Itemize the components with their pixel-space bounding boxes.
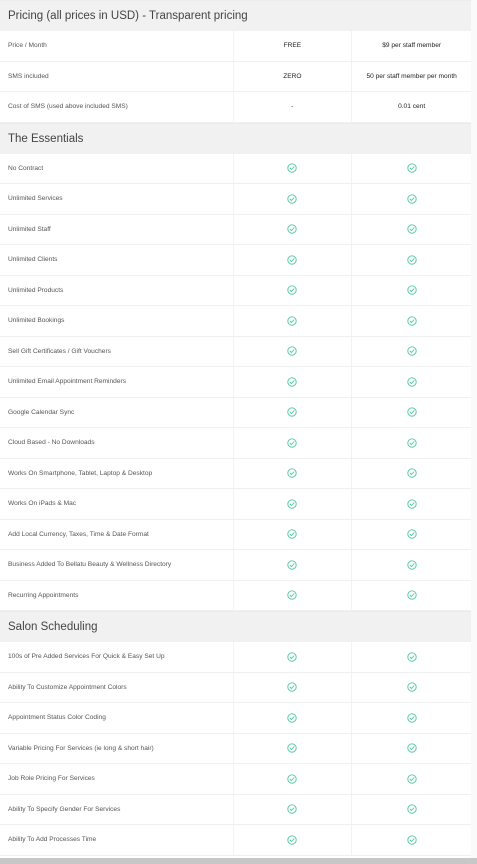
free-plan-value: ZERO — [234, 62, 353, 92]
check-icon — [352, 703, 471, 733]
table-row — [0, 825, 471, 856]
check-icon — [234, 764, 353, 794]
check-icon — [234, 398, 353, 428]
table-row — [0, 489, 471, 520]
scroll-gutter — [471, 0, 477, 858]
check-icon — [352, 154, 471, 184]
feature-label: Variable Pricing For Services (ie long & short hair) — [0, 734, 234, 764]
check-icon — [234, 154, 353, 184]
check-icon — [352, 795, 471, 825]
check-icon — [234, 825, 353, 855]
check-icon — [234, 306, 353, 336]
check-icon — [352, 337, 471, 367]
table-row — [0, 245, 471, 276]
free-plan-value: - — [234, 92, 353, 122]
table-row — [0, 31, 471, 62]
feature-label: Unlimited Email Appointment Reminders — [0, 367, 234, 397]
feature-label: Unlimited Staff — [0, 215, 234, 245]
table-row — [0, 154, 471, 185]
feature-label: Ability To Customize Appointment Colors — [0, 673, 234, 703]
table-row — [0, 337, 471, 368]
table-row — [0, 642, 471, 673]
feature-label: No Contract — [0, 154, 234, 184]
check-icon — [352, 367, 471, 397]
check-icon — [352, 673, 471, 703]
section-header: The Essentials — [0, 123, 471, 154]
feature-label: Unlimited Clients — [0, 245, 234, 275]
table-row — [0, 215, 471, 246]
check-icon — [352, 642, 471, 672]
check-icon — [352, 428, 471, 458]
table-row — [0, 795, 471, 826]
check-icon — [352, 215, 471, 245]
check-icon — [234, 673, 353, 703]
check-icon — [352, 764, 471, 794]
check-icon — [234, 428, 353, 458]
check-icon — [234, 459, 353, 489]
section-header: Pricing (all prices in USD) - Transparent pricing — [0, 0, 471, 31]
check-icon — [234, 795, 353, 825]
paid-plan-value: $9 per staff member — [382, 42, 442, 50]
check-icon — [352, 398, 471, 428]
feature-label: Add Local Currency, Taxes, Time & Date Format — [0, 520, 234, 550]
check-icon — [352, 825, 471, 855]
table-row — [0, 306, 471, 337]
check-icon — [352, 276, 471, 306]
feature-label: Job Role Pricing For Services — [0, 764, 234, 794]
table-row — [0, 734, 471, 765]
feature-label: Google Calendar Sync — [0, 398, 234, 428]
table-row — [0, 764, 471, 795]
feature-label: Business Added To Bellatu Beauty & Wellness Directory — [0, 550, 234, 580]
feature-label: Cost of SMS (used above included SMS) — [0, 92, 234, 122]
feature-label: Works On iPads & Mac — [0, 489, 234, 519]
table-row — [0, 398, 471, 429]
feature-label: SMS included — [0, 62, 234, 92]
table-row — [0, 459, 471, 490]
section-header: Salon Scheduling — [0, 611, 471, 642]
paid-plan-value: 50 per staff member per month — [366, 72, 457, 80]
check-icon — [352, 245, 471, 275]
check-icon — [234, 184, 353, 214]
check-icon — [234, 642, 353, 672]
feature-label: 100s of Pre Added Services For Quick & Easy Set Up — [0, 642, 234, 672]
table-row — [0, 276, 471, 307]
check-icon — [234, 520, 353, 550]
check-icon — [352, 184, 471, 214]
feature-label: Unlimited Bookings — [0, 306, 234, 336]
check-icon — [234, 581, 353, 611]
check-icon — [234, 245, 353, 275]
feature-label: Appointment Status Color Coding — [0, 703, 234, 733]
feature-label: Ability To Specify Gender For Services — [0, 795, 234, 825]
table-row — [0, 520, 471, 551]
check-icon — [352, 734, 471, 764]
check-icon — [234, 215, 353, 245]
check-icon — [352, 459, 471, 489]
feature-label: Ability To Add Processes Time — [0, 825, 234, 855]
table-row — [0, 581, 471, 612]
check-icon — [234, 367, 353, 397]
feature-label: Recurring Appointments — [0, 581, 234, 611]
feature-label: Unlimited Products — [0, 276, 234, 306]
table-row — [0, 550, 471, 581]
feature-label: Cloud Based - No Downloads — [0, 428, 234, 458]
check-icon — [234, 703, 353, 733]
check-icon — [234, 734, 353, 764]
feature-label: Unlimited Services — [0, 184, 234, 214]
horizontal-scrollbar[interactable] — [0, 858, 477, 864]
table-row — [0, 673, 471, 704]
feature-label: Works On Smartphone, Tablet, Laptop & Desktop — [0, 459, 234, 489]
check-icon — [352, 489, 471, 519]
check-icon — [352, 550, 471, 580]
paid-plan-value: 0.01 cent — [398, 103, 426, 111]
feature-label: Sell Gift Certificates / Gift Vouchers — [0, 337, 234, 367]
check-icon — [234, 550, 353, 580]
table-row — [0, 184, 471, 215]
table-row — [0, 92, 471, 123]
table-row — [0, 428, 471, 459]
free-plan-value: FREE — [234, 31, 353, 61]
check-icon — [352, 520, 471, 550]
table-row — [0, 62, 471, 93]
check-icon — [352, 306, 471, 336]
table-row — [0, 703, 471, 734]
table-row — [0, 367, 471, 398]
check-icon — [352, 581, 471, 611]
check-icon — [234, 489, 353, 519]
check-icon — [234, 337, 353, 367]
check-icon — [234, 276, 353, 306]
feature-label: Price / Month — [0, 31, 234, 61]
